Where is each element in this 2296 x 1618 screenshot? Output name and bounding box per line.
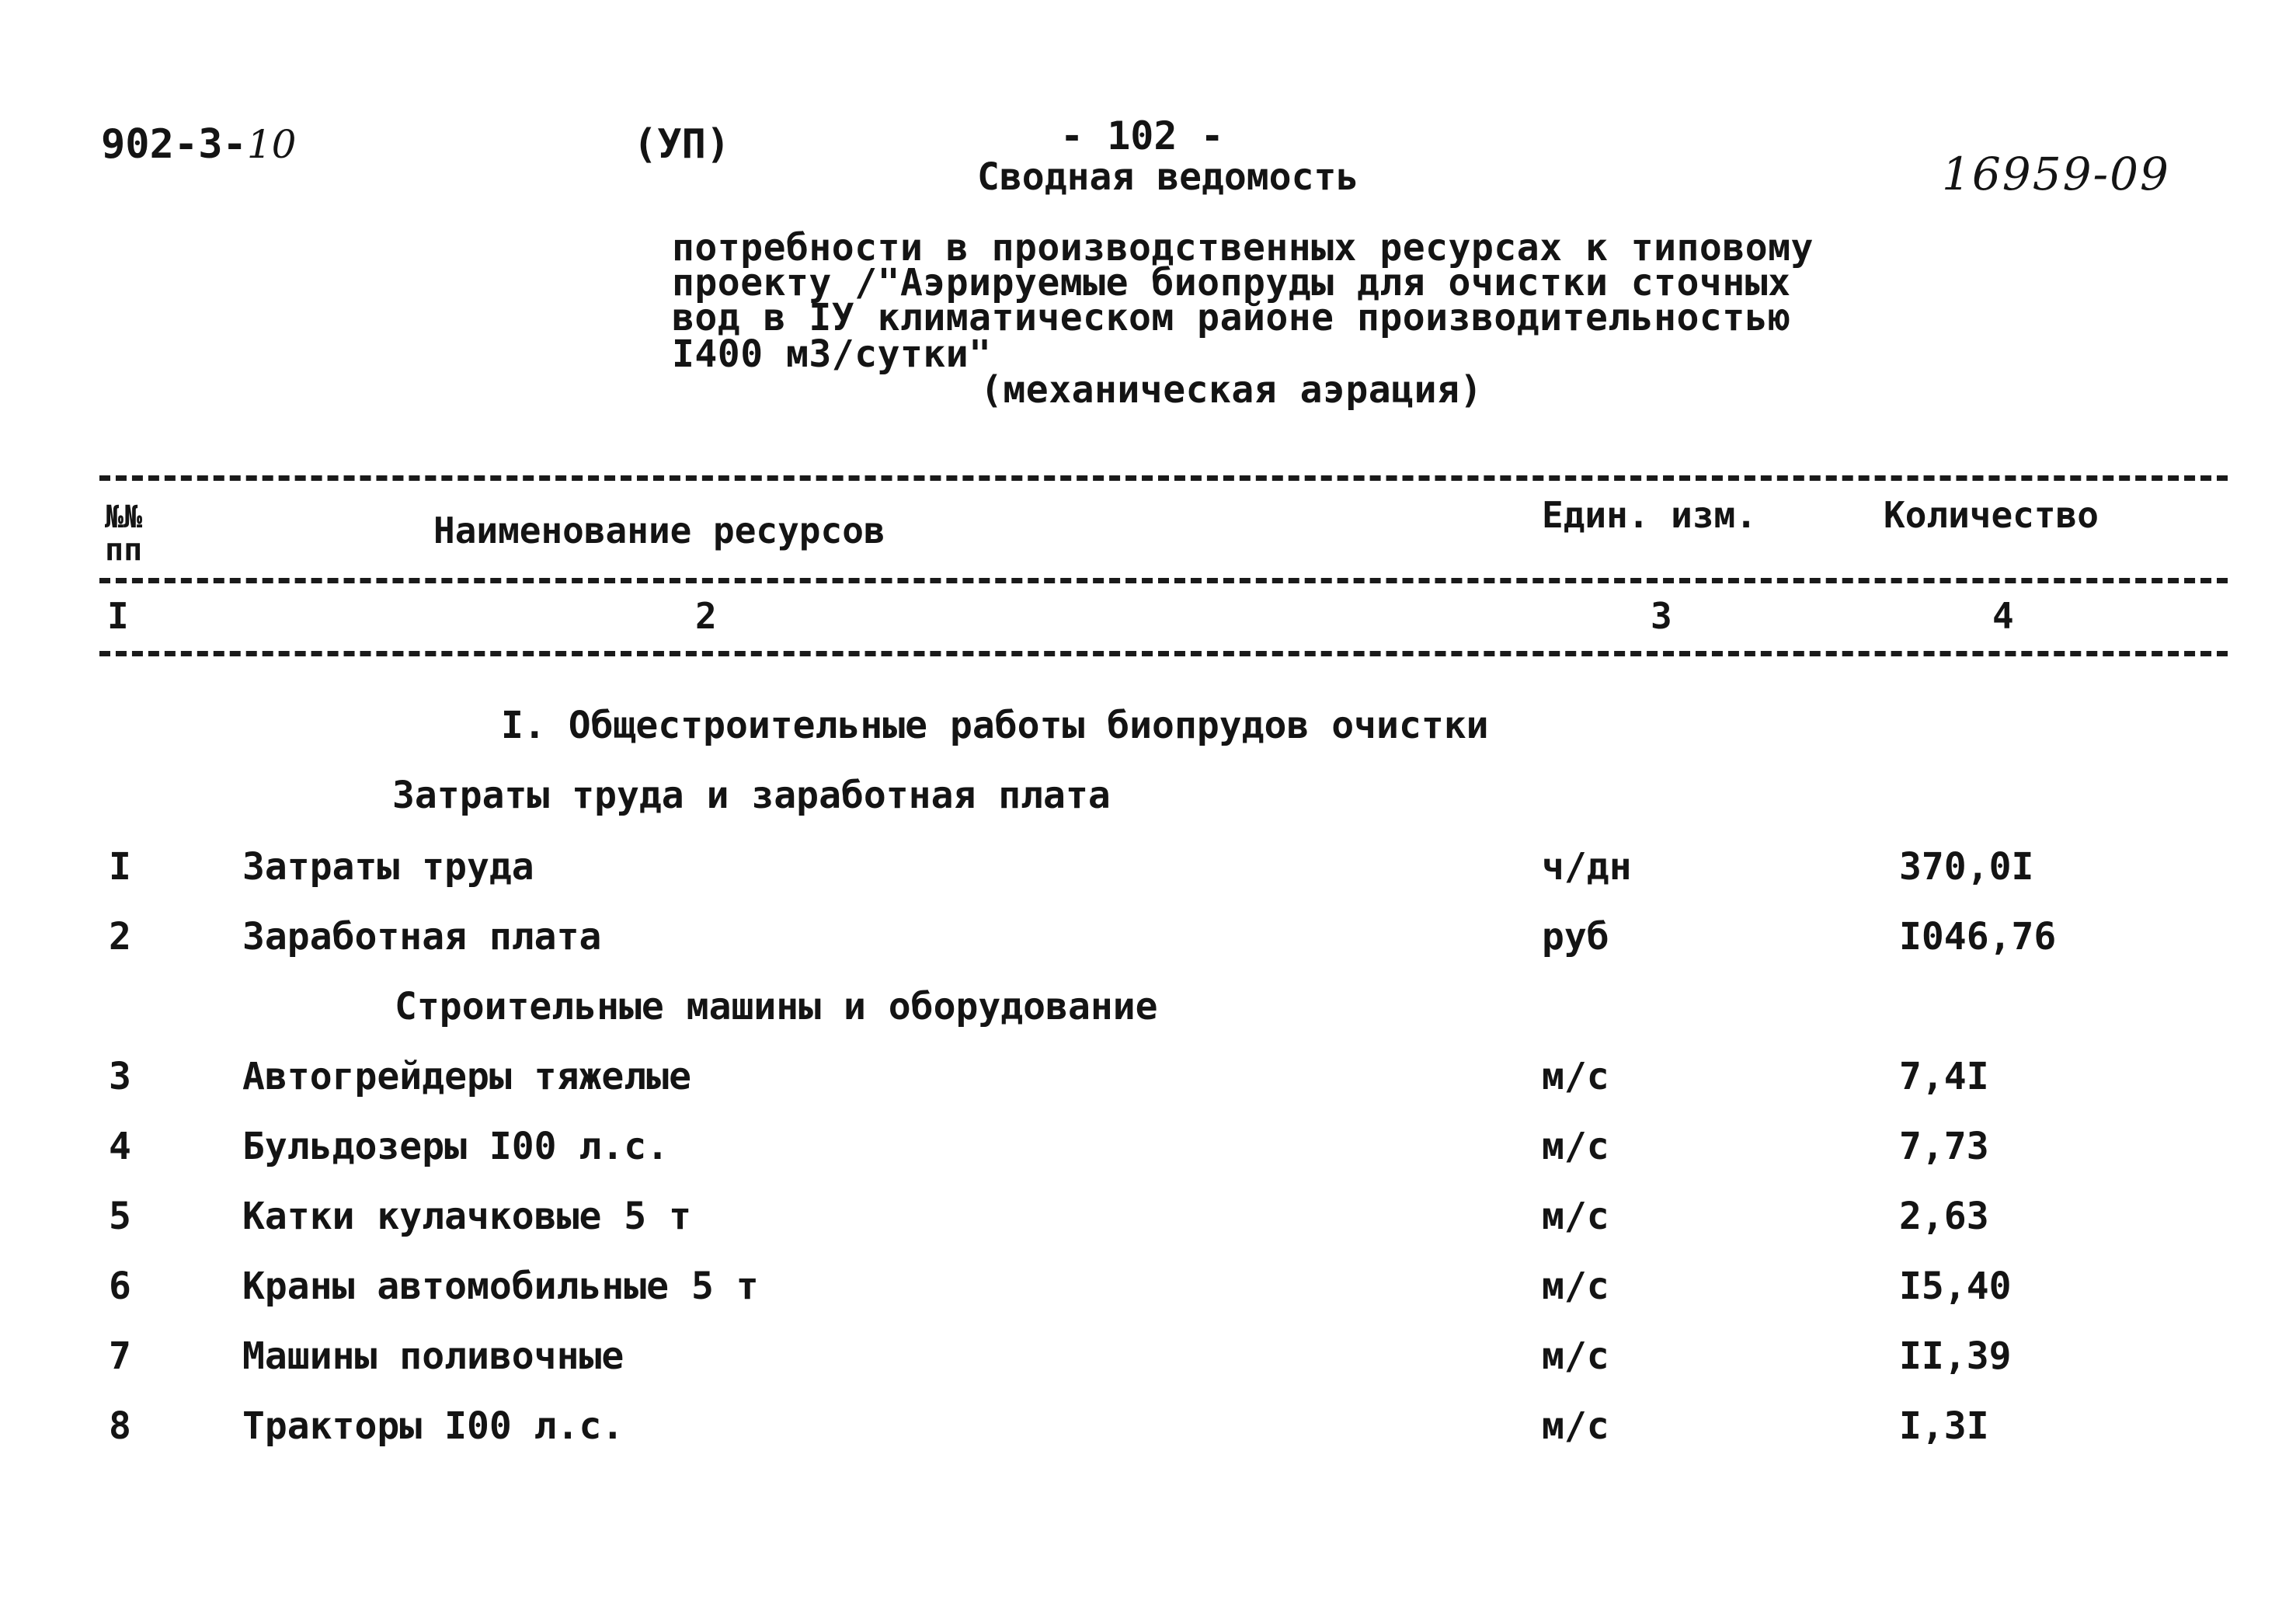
subtitle-line-2: проекту /"Аэрируемые биопруды для очистки сточных <box>672 261 1791 304</box>
row-name: Катки кулачковые 5 т <box>242 1195 691 1238</box>
column-number-2: 2 <box>695 595 717 637</box>
table-numbers-rule <box>99 651 2228 656</box>
row-unit: м/с <box>1542 1265 1609 1308</box>
row-number: 4 <box>109 1125 131 1168</box>
row-number: I <box>109 845 131 889</box>
column-number-4: 4 <box>1992 595 2014 637</box>
table-header-rule <box>99 578 2228 583</box>
row-unit: м/с <box>1542 1334 1609 1378</box>
column-number-1: I <box>107 595 129 637</box>
row-name: Автогрейдеры тяжелые <box>242 1055 691 1098</box>
row-quantity: 2,63 <box>1899 1195 1989 1238</box>
header-num <box>105 501 142 566</box>
section-title: I. Общестроительные работы биопрудов очистки <box>501 704 1489 747</box>
table-top-rule <box>99 475 2228 481</box>
row-number: 8 <box>109 1404 131 1448</box>
subtitle-line-4: I400 м3/сутки" <box>672 332 992 376</box>
row-name: Заработная плата <box>242 915 602 959</box>
header-unit: Един. изм. <box>1542 494 1757 536</box>
document-code <box>101 121 297 168</box>
row-quantity: I,3I <box>1899 1404 1989 1448</box>
stamp-number-handwritten: 16959-09 <box>1942 148 2170 200</box>
section-marker: (УП) <box>633 121 731 168</box>
group-title: Затраты труда и заработная плата <box>392 774 1111 817</box>
row-quantity: II,39 <box>1899 1334 2012 1378</box>
row-unit: м/с <box>1542 1125 1609 1168</box>
row-unit: ч/дн <box>1542 845 1632 889</box>
page-title: Сводная ведомость <box>977 155 1359 199</box>
subtitle-line-3: вод в IУ климатическом районе производительностью <box>672 296 1791 339</box>
row-quantity: 7,73 <box>1899 1125 1989 1168</box>
row-unit: м/с <box>1542 1404 1609 1448</box>
subtitle-note: (механическая аэрация) <box>980 368 1483 412</box>
subtitle-line-1: потребности в производственных ресурсах к типовому <box>672 226 1814 270</box>
column-number-3: 3 <box>1651 595 1672 637</box>
row-name: Машины поливочные <box>242 1334 624 1378</box>
page-number: - 102 - <box>1060 113 1224 158</box>
row-quantity: I046,76 <box>1899 915 2057 959</box>
header-qty: Количество <box>1884 494 2099 536</box>
row-quantity: 7,4I <box>1899 1055 1989 1098</box>
row-name: Затраты труда <box>242 845 534 889</box>
row-name: Краны автомобильные 5 т <box>242 1265 759 1308</box>
header-num-line-1: №№ <box>105 499 143 535</box>
row-quantity: I5,40 <box>1899 1265 2012 1308</box>
row-number: 3 <box>109 1055 131 1098</box>
header-name: Наименование ресурсов <box>433 510 885 552</box>
group-title: Строительные машины и оборудование <box>395 985 1158 1028</box>
row-quantity: 370,0I <box>1899 845 2034 889</box>
row-number: 6 <box>109 1265 131 1308</box>
header-num-line-2: пп <box>105 532 143 568</box>
document-code-prefix: 902-3- <box>101 121 247 168</box>
row-number: 5 <box>109 1195 131 1238</box>
row-unit: м/с <box>1542 1055 1609 1098</box>
row-unit: руб <box>1542 915 1609 959</box>
row-number: 7 <box>109 1334 131 1378</box>
row-unit: м/с <box>1542 1195 1609 1238</box>
row-number: 2 <box>109 915 131 959</box>
document-code-handwritten: 10 <box>246 122 297 167</box>
row-name: Бульдозеры I00 л.с. <box>242 1125 670 1168</box>
row-name: Тракторы I00 л.с. <box>242 1404 624 1448</box>
